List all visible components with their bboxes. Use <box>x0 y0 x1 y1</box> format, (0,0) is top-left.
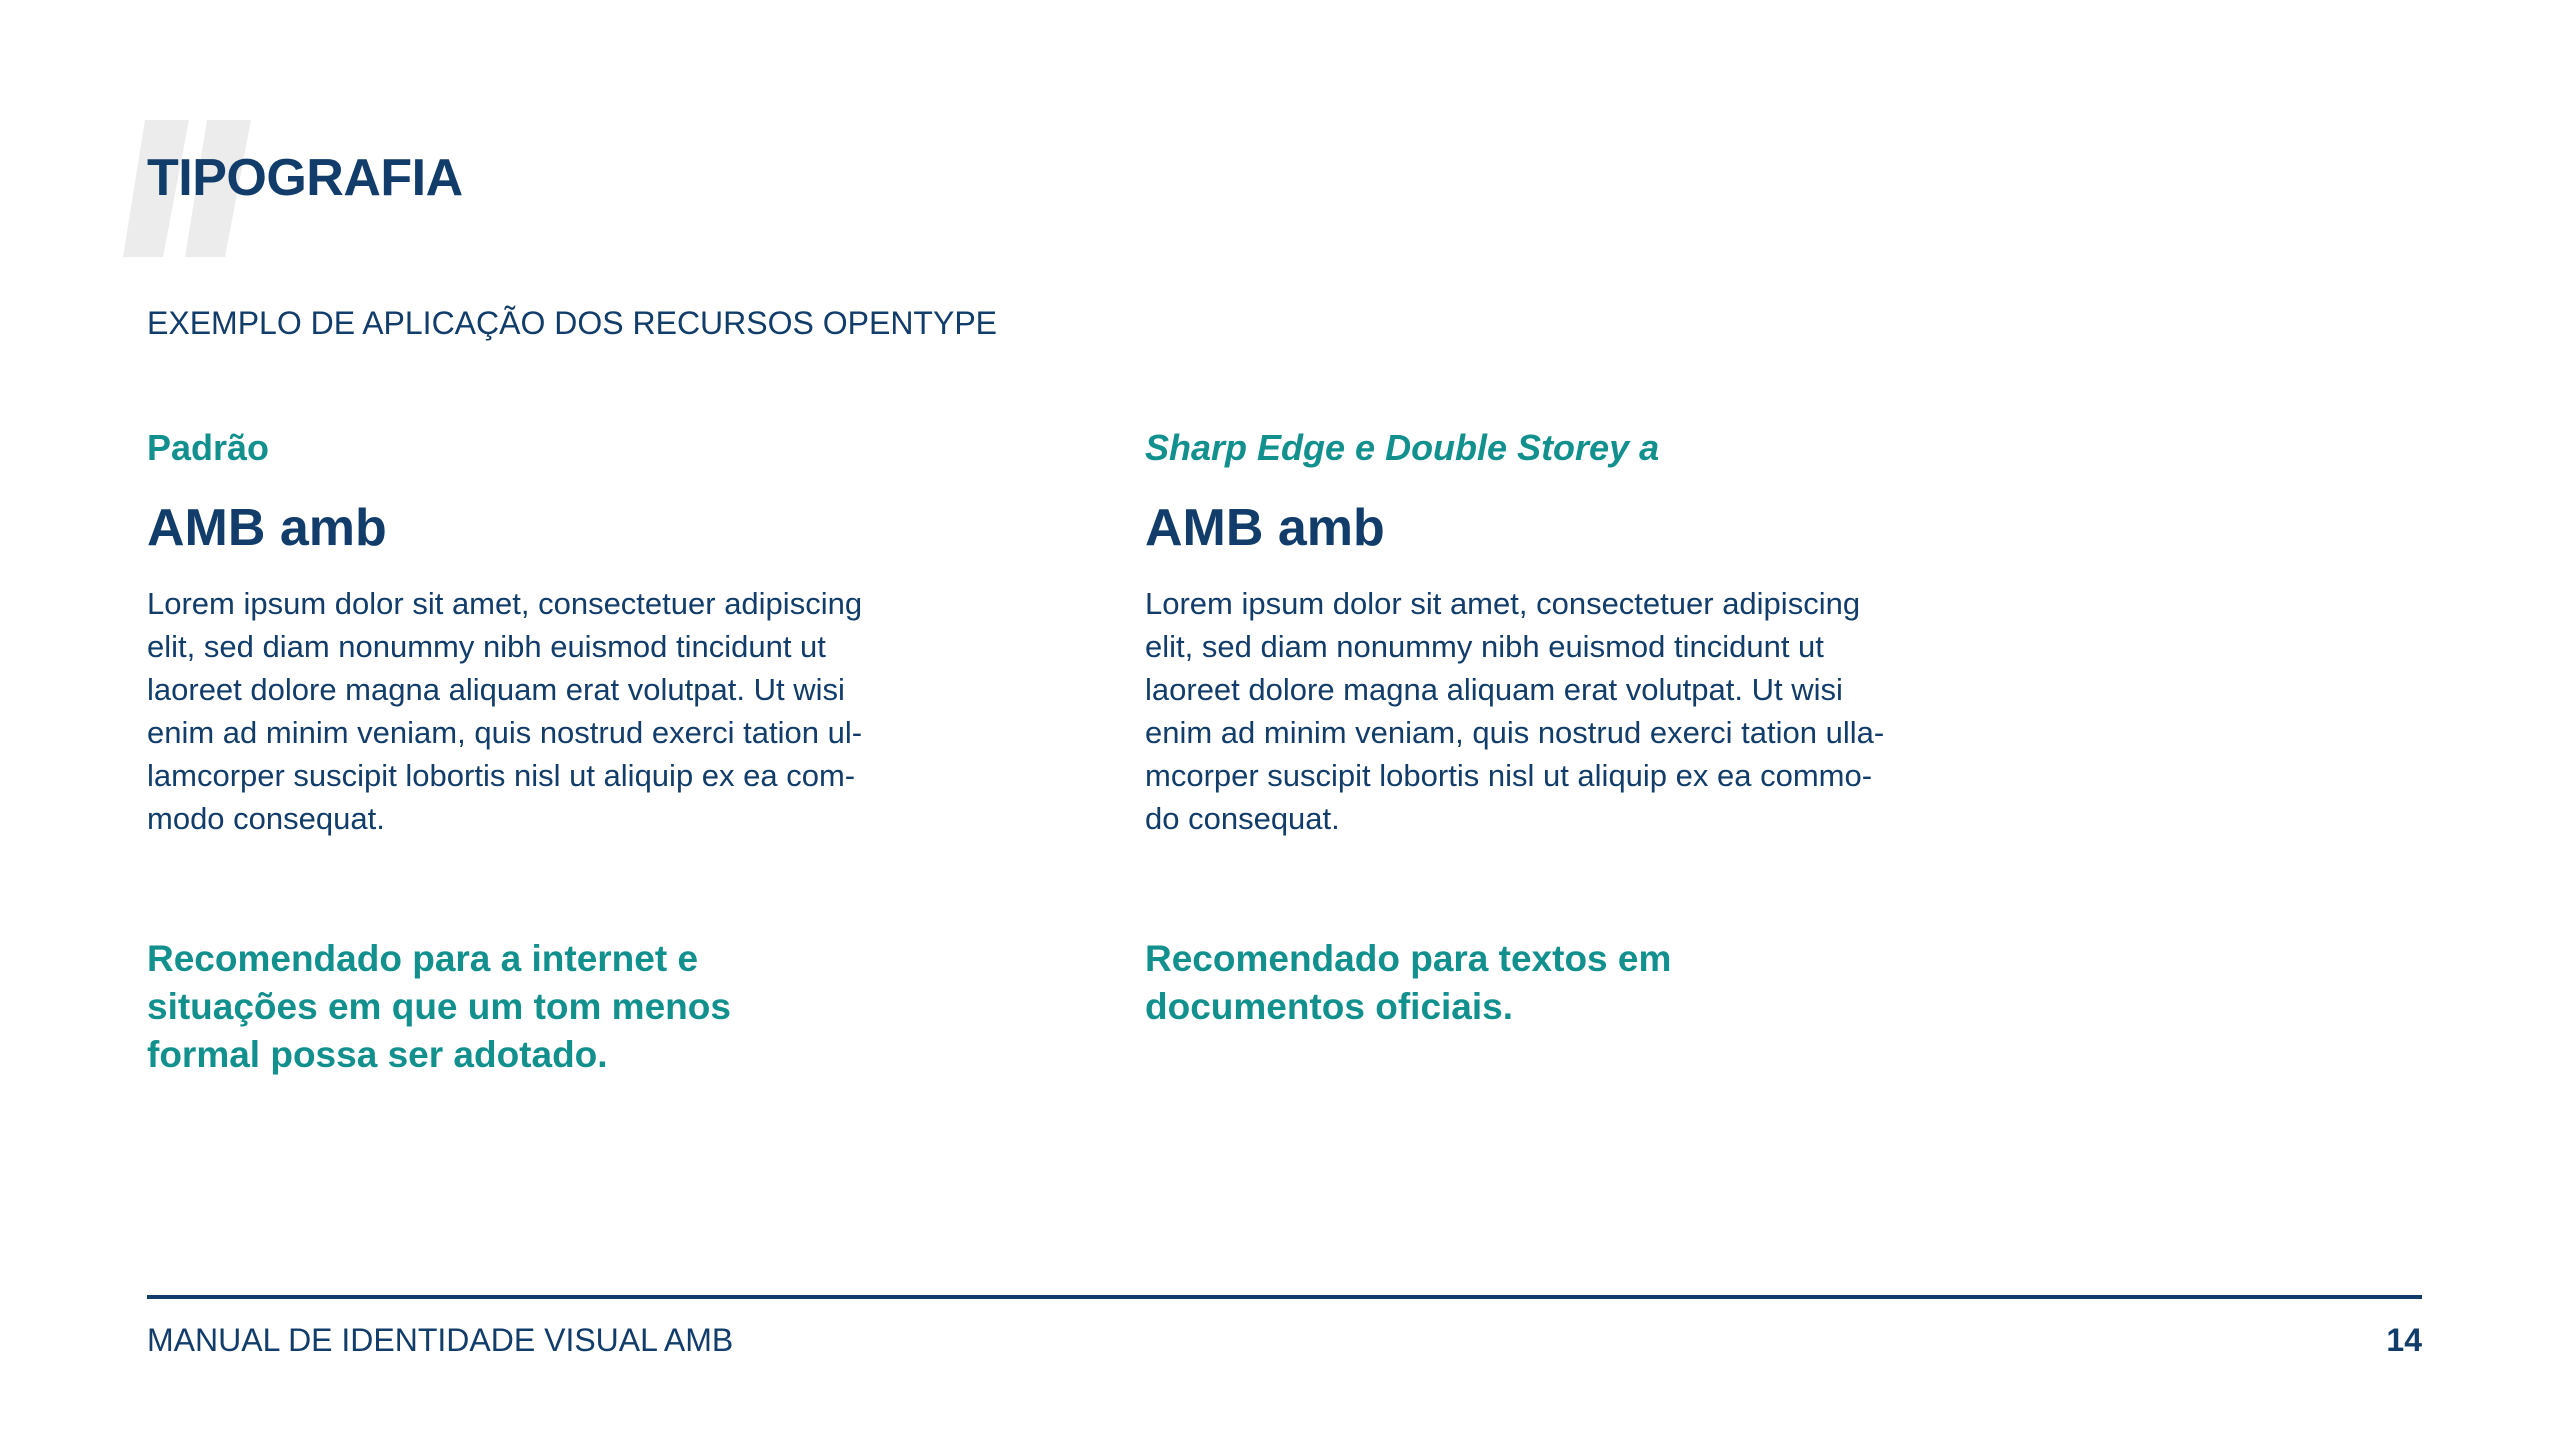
body-line: enim ad minim veniam, quis nostrud exerci tation ul- <box>147 715 863 750</box>
column-label: Sharp Edge e Double Storey a <box>1145 427 1660 468</box>
column-default <box>147 420 1027 1075</box>
column-label: Padrão <box>147 427 270 468</box>
page-title: TIPOGRAFIA <box>147 149 463 207</box>
body-line: enim ad minim veniam, quis nostrud exerci tation ulla- <box>1145 715 1885 750</box>
page-number: 14 <box>2386 1322 2422 1358</box>
footer-manual-title: MANUAL DE IDENTIDADE VISUAL AMB <box>147 1322 734 1358</box>
body-line: Lorem ipsum dolor sit amet, consectetuer adipiscing <box>1145 586 1861 621</box>
recommendation-line: documentos oficiais. <box>1145 986 1514 1027</box>
body-line: lamcorper suscipit lobortis nisl ut aliquip ex ea com- <box>147 758 856 793</box>
column-sharp-edge <box>1145 420 2025 1027</box>
body-line: elit, sed diam nonummy nibh euismod tincidunt ut <box>1145 629 1824 664</box>
body-line: do consequat. <box>1145 801 1340 836</box>
type-sample: AMB amb <box>1145 499 1385 557</box>
type-sample: AMB amb <box>147 499 387 557</box>
body-text <box>1145 582 2025 840</box>
footer-divider <box>147 1295 2422 1299</box>
recommendation-text <box>147 935 731 1079</box>
recommendation-line: Recomendado para a internet e <box>147 938 699 979</box>
body-text <box>147 582 1027 840</box>
body-line: mcorper suscipit lobortis nisl ut aliquip ex ea commo- <box>1145 758 1873 793</box>
body-line: laoreet dolore magna aliquam erat volutpat. Ut wisi <box>1145 672 1843 707</box>
page-subtitle: EXEMPLO DE APLICAÇÃO DOS RECURSOS OPENTYPE <box>147 305 997 341</box>
body-line: Lorem ipsum dolor sit amet, consectetuer adipiscing <box>147 586 863 621</box>
recommendation-line: Recomendado para textos em <box>1145 938 1672 979</box>
recommendation-line: formal possa ser adotado. <box>147 1034 608 1075</box>
body-line: elit, sed diam nonummy nibh euismod tincidunt ut <box>147 629 826 664</box>
recommendation-line: situações em que um tom menos <box>147 986 731 1027</box>
recommendation-text <box>1145 935 1671 1031</box>
body-line: laoreet dolore magna aliquam erat volutpat. Ut wisi <box>147 672 845 707</box>
body-line: modo consequat. <box>147 801 385 836</box>
